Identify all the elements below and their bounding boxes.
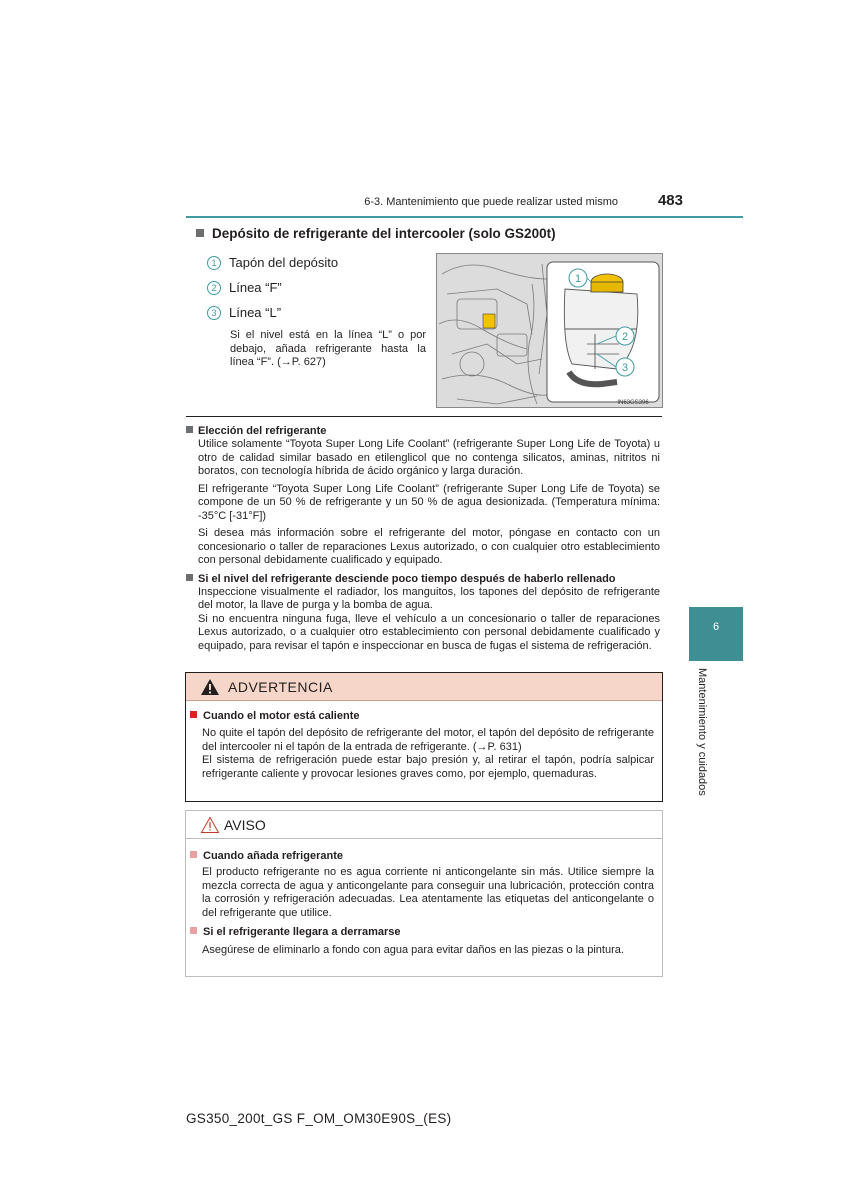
- warning-header: [186, 673, 662, 701]
- page-header: [186, 190, 743, 218]
- square-bullet-icon: [196, 229, 204, 237]
- paragraph: Utilice solamente “Toyota Super Long Life Coolant” (refrigerante Super Long Life de Toyota) u otro de calidad similar basado en etilenglicol que no contenga silicatos, aminas, nitritos ni boratos, con tecnología híbrida de ácido orgánico y larga duración.: [198, 438, 660, 477]
- chapter-tab[interactable]: 6: [689, 607, 743, 661]
- legend-label: Tapón del depósito: [229, 255, 339, 270]
- chapter-label: Mantenimiento y cuidados: [696, 668, 708, 796]
- warning-box: [185, 672, 663, 802]
- legend-note: Si el nivel está en la línea “L” o por debajo, añada refrigerante hasta la línea “F”. (→P. 627): [230, 329, 426, 368]
- warning-paragraph: No quite el tapón del depósito de refrigerante del motor, el tapón del depósito de refrigerante del intercooler ni el tapón de la entrada de refrigerante. (→P. 631): [202, 727, 654, 753]
- section-heading-text: Elección del refrigerante: [198, 425, 327, 437]
- section-heading: [186, 572, 660, 586]
- notice-paragraph: El producto refrigerante no es agua corriente ni anticongelante sin más. Utilice siempre la mezcla correcta de agua y anticongelante para conseguir una lubricación, protección contra la corrosión y refrigeración adecuadas. Lea atentamente las etiquetas del anticongelante o del refrigerante que utilice.: [202, 866, 654, 919]
- red-square-bullet-icon: [190, 711, 197, 718]
- notice-body: [186, 839, 662, 958]
- warning-body: [186, 701, 662, 781]
- image-code: IN63GS396: [617, 400, 649, 406]
- section-heading-text: Si el nivel del refrigerante desciende poco tiempo después de haberlo rellenado: [198, 572, 616, 585]
- legend-item: [207, 300, 427, 325]
- square-bullet-icon: [186, 574, 193, 581]
- pink-square-bullet-icon: [190, 851, 197, 858]
- paragraph: Si no encuentra ninguna fuga, lleve el vehículo a un concesionario o taller de reparaciones Lexus autorizado, o a cualquier otro establecimiento con personal debidamente cualificado y equipado, para revisar el tapón e inspeccionar en busca de fugas el sistema de refrigeración.: [198, 612, 660, 652]
- warning-title: [190, 709, 654, 723]
- warning-title-text: Cuando el motor está caliente: [203, 710, 360, 722]
- callout-number-icon: 2: [207, 281, 221, 295]
- notice-header: [186, 811, 662, 839]
- subsection-heading: [196, 226, 556, 241]
- callout-2: 2: [621, 331, 629, 343]
- legend-item: [207, 250, 427, 275]
- header-rule: [186, 216, 743, 218]
- warning-paragraph: El sistema de refrigeración puede estar bajo presión y, al retirar el tapón, podría salpicar refrigerante caliente y provocar lesiones graves como, por ejemplo, quemaduras.: [202, 754, 654, 780]
- callout-number-icon: 1: [207, 256, 221, 270]
- warning-label: ADVERTENCIA: [228, 678, 333, 695]
- legend-label: Línea “F”: [229, 280, 282, 295]
- engine-bay-illustration: [436, 253, 663, 408]
- notice-label: AVISO: [224, 816, 266, 833]
- legend-item: [207, 275, 427, 300]
- warning-triangle-icon: [200, 678, 220, 696]
- notice-item-title-text: Si el refrigerante llegara a derramarse: [203, 926, 401, 938]
- legend-label: Línea “L”: [229, 305, 282, 320]
- body-text: [186, 424, 660, 657]
- paragraph: Inspeccione visualmente el radiador, los manguitos, los tapones del depósito de refrigerante del motor, la llave de purga y la bomba de agua.: [198, 585, 660, 611]
- section-title: 6-3. Mantenimiento que puede realizar usted mismo: [364, 196, 618, 208]
- callout-1: 1: [574, 273, 582, 285]
- section-heading: [186, 424, 660, 438]
- section-divider: [186, 416, 662, 417]
- engine-bay-drawing: [437, 254, 663, 408]
- pink-square-bullet-icon: [190, 927, 197, 934]
- paragraph: Si desea más información sobre el refrigerante del motor, póngase en contacto con un concesionario o taller de reparaciones Lexus autorizado, o con cualquier otro establecimiento con personal debidamente cualificado y equipado.: [198, 527, 660, 566]
- document-code-footer: GS350_200t_GS F_OM_OM30E90S_(ES): [186, 1111, 452, 1126]
- caution-triangle-icon: [200, 816, 220, 834]
- notice-paragraph: Asegúrese de eliminarlo a fondo con agua para evitar daños en las piezas o la pintura.: [202, 944, 624, 956]
- notice-item-title-text: Cuando añada refrigerante: [203, 850, 343, 862]
- notice-item-title: [190, 849, 654, 863]
- callout-number-icon: 3: [207, 306, 221, 320]
- square-bullet-icon: [186, 426, 193, 433]
- page-number: 483: [657, 192, 683, 209]
- notice-item-title: [190, 925, 654, 939]
- paragraph: El refrigerante “Toyota Super Long Life Coolant” (refrigerante Super Long Life de Toyota) se compone de un 50 % de refrigerante y un 50 % de agua desionizada. (Temperatura mínima: -35°C [-31°F]): [198, 482, 660, 522]
- callout-3: 3: [621, 362, 629, 374]
- subsection-heading-text: Depósito de refrigerante del intercooler (solo GS200t): [212, 226, 556, 241]
- diagram-legend: [207, 250, 427, 370]
- notice-box: [185, 810, 663, 977]
